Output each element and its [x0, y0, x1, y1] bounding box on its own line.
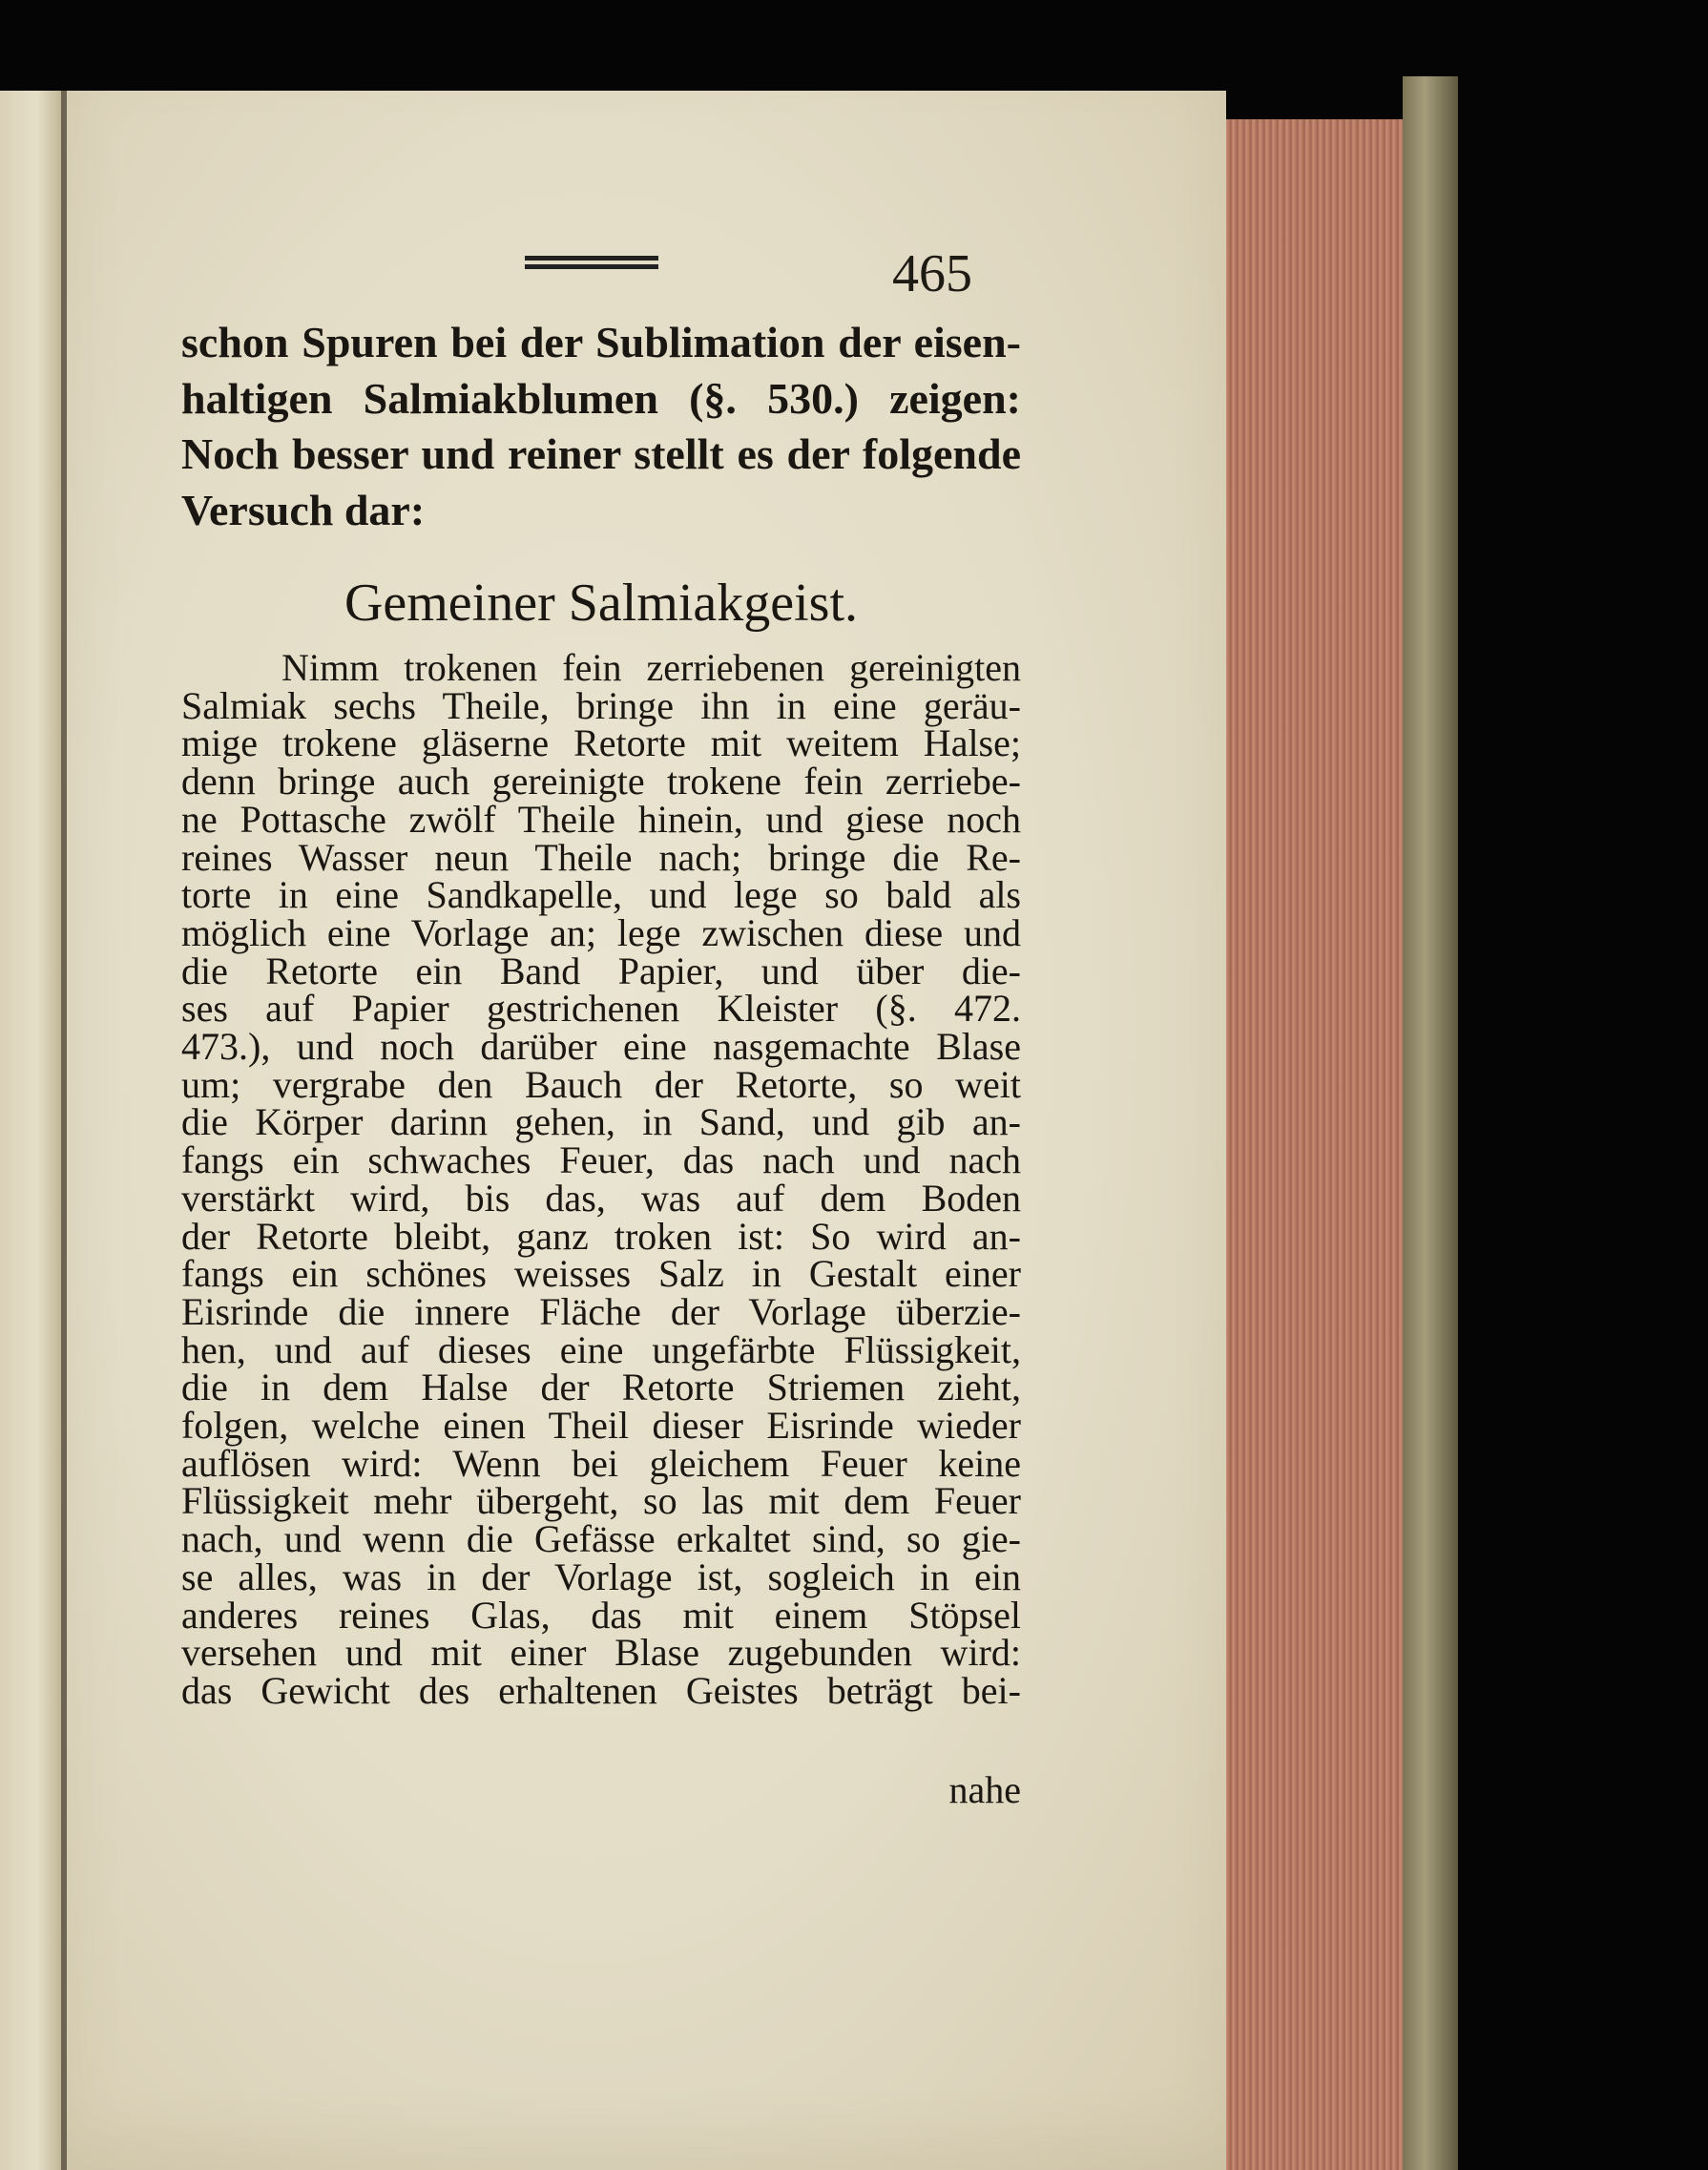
text-line: ses auf Papier gestrichenen Kleister (§. 472.	[181, 987, 1021, 1031]
page-block-edges	[1226, 119, 1403, 2170]
text-line: folgen, welche einen Theil dieser Eisrinde wieder	[181, 1404, 1021, 1448]
text-line: haltigen Salmiakblumen (§. 530.) zeigen:	[181, 373, 1021, 423]
text-line: 473.), und noch darüber eine nasgemachte Blase	[181, 1025, 1021, 1069]
text-line: Eisrinde die innere Fläche der Vorlage überzie-	[181, 1289, 1021, 1333]
text-line: der Retorte bleibt, ganz troken ist: So wird an-	[181, 1214, 1021, 1258]
text-line: fangs ein schönes weisses Salz in Gestalt einer	[181, 1252, 1021, 1296]
left-page-edge	[0, 91, 67, 2170]
text-line: fangs ein schwaches Feuer, das nach und nach	[181, 1138, 1021, 1182]
text-line: auflösen wird: Wenn bei gleichem Feuer keine	[181, 1441, 1021, 1485]
text-line: ne Pottasche zwölf Theile hinein, und giese noch	[181, 797, 1021, 841]
text-line: nach, und wenn die Gefässe erkaltet sind, so gie-	[181, 1517, 1021, 1561]
text-line: Noch besser und reiner stellt es der folgende	[181, 429, 1021, 478]
text-line: die Körper darinn gehen, in Sand, und gib an-	[181, 1100, 1021, 1144]
text-line: se alles, was in der Vorlage ist, sogleich in ein	[181, 1554, 1021, 1598]
text-line: versehen und mit einer Blase zugebunden wird:	[181, 1631, 1021, 1675]
text-line: Nimm trokenen fein zerriebenen gereinigten	[281, 646, 1021, 689]
header-rule	[525, 256, 658, 269]
page-header	[525, 243, 1021, 301]
page-number: 465	[892, 244, 972, 303]
text-line: Flüssigkeit mehr übergeht, so las mit dem Feuer	[181, 1479, 1021, 1523]
text-line: die in dem Halse der Retorte Striemen zieht,	[181, 1366, 1021, 1409]
text-line: verstärkt wird, bis das, was auf dem Boden	[181, 1176, 1021, 1220]
text-line: schon Spuren bei der Sublimation der eisen-	[181, 318, 1021, 366]
book-cover-edge	[1403, 76, 1458, 2170]
text-line: mige trokene gläserne Retorte mit weitem Halse;	[181, 721, 1021, 765]
text-line: möglich eine Vorlage an; lege zwischen diese und	[181, 910, 1021, 954]
continued-paragraph	[181, 315, 1021, 538]
text-line: um; vergrabe den Bauch der Retorte, so weit	[181, 1062, 1021, 1106]
text-line: Salmiak sechs Theile, bringe ihn in eine geräu-	[181, 683, 1021, 727]
text-line: die Retorte ein Band Papier, und über die-	[181, 949, 1021, 992]
body-paragraph	[181, 646, 1021, 1712]
text-line: anderes reines Glas, das mit einem Stöpsel	[181, 1593, 1021, 1637]
text-line: das Gewicht des erhaltenen Geistes beträgt bei-	[181, 1668, 1021, 1712]
section-heading: Gemeiner Salmiakgeist.	[344, 574, 859, 633]
catchword: nahe	[948, 1768, 1021, 1811]
text-line: Versuch dar:	[181, 485, 426, 534]
text-line: denn bringe auch gereinigte trokene fein zerriebe-	[181, 760, 1021, 803]
text-line: hen, und auf dieses eine ungefärbte Flüssigkeit,	[181, 1327, 1021, 1371]
text-line: reines Wasser neun Theile nach; bringe die Re-	[181, 835, 1021, 879]
text-line: torte in eine Sandkapelle, und lege so bald als	[181, 873, 1021, 917]
